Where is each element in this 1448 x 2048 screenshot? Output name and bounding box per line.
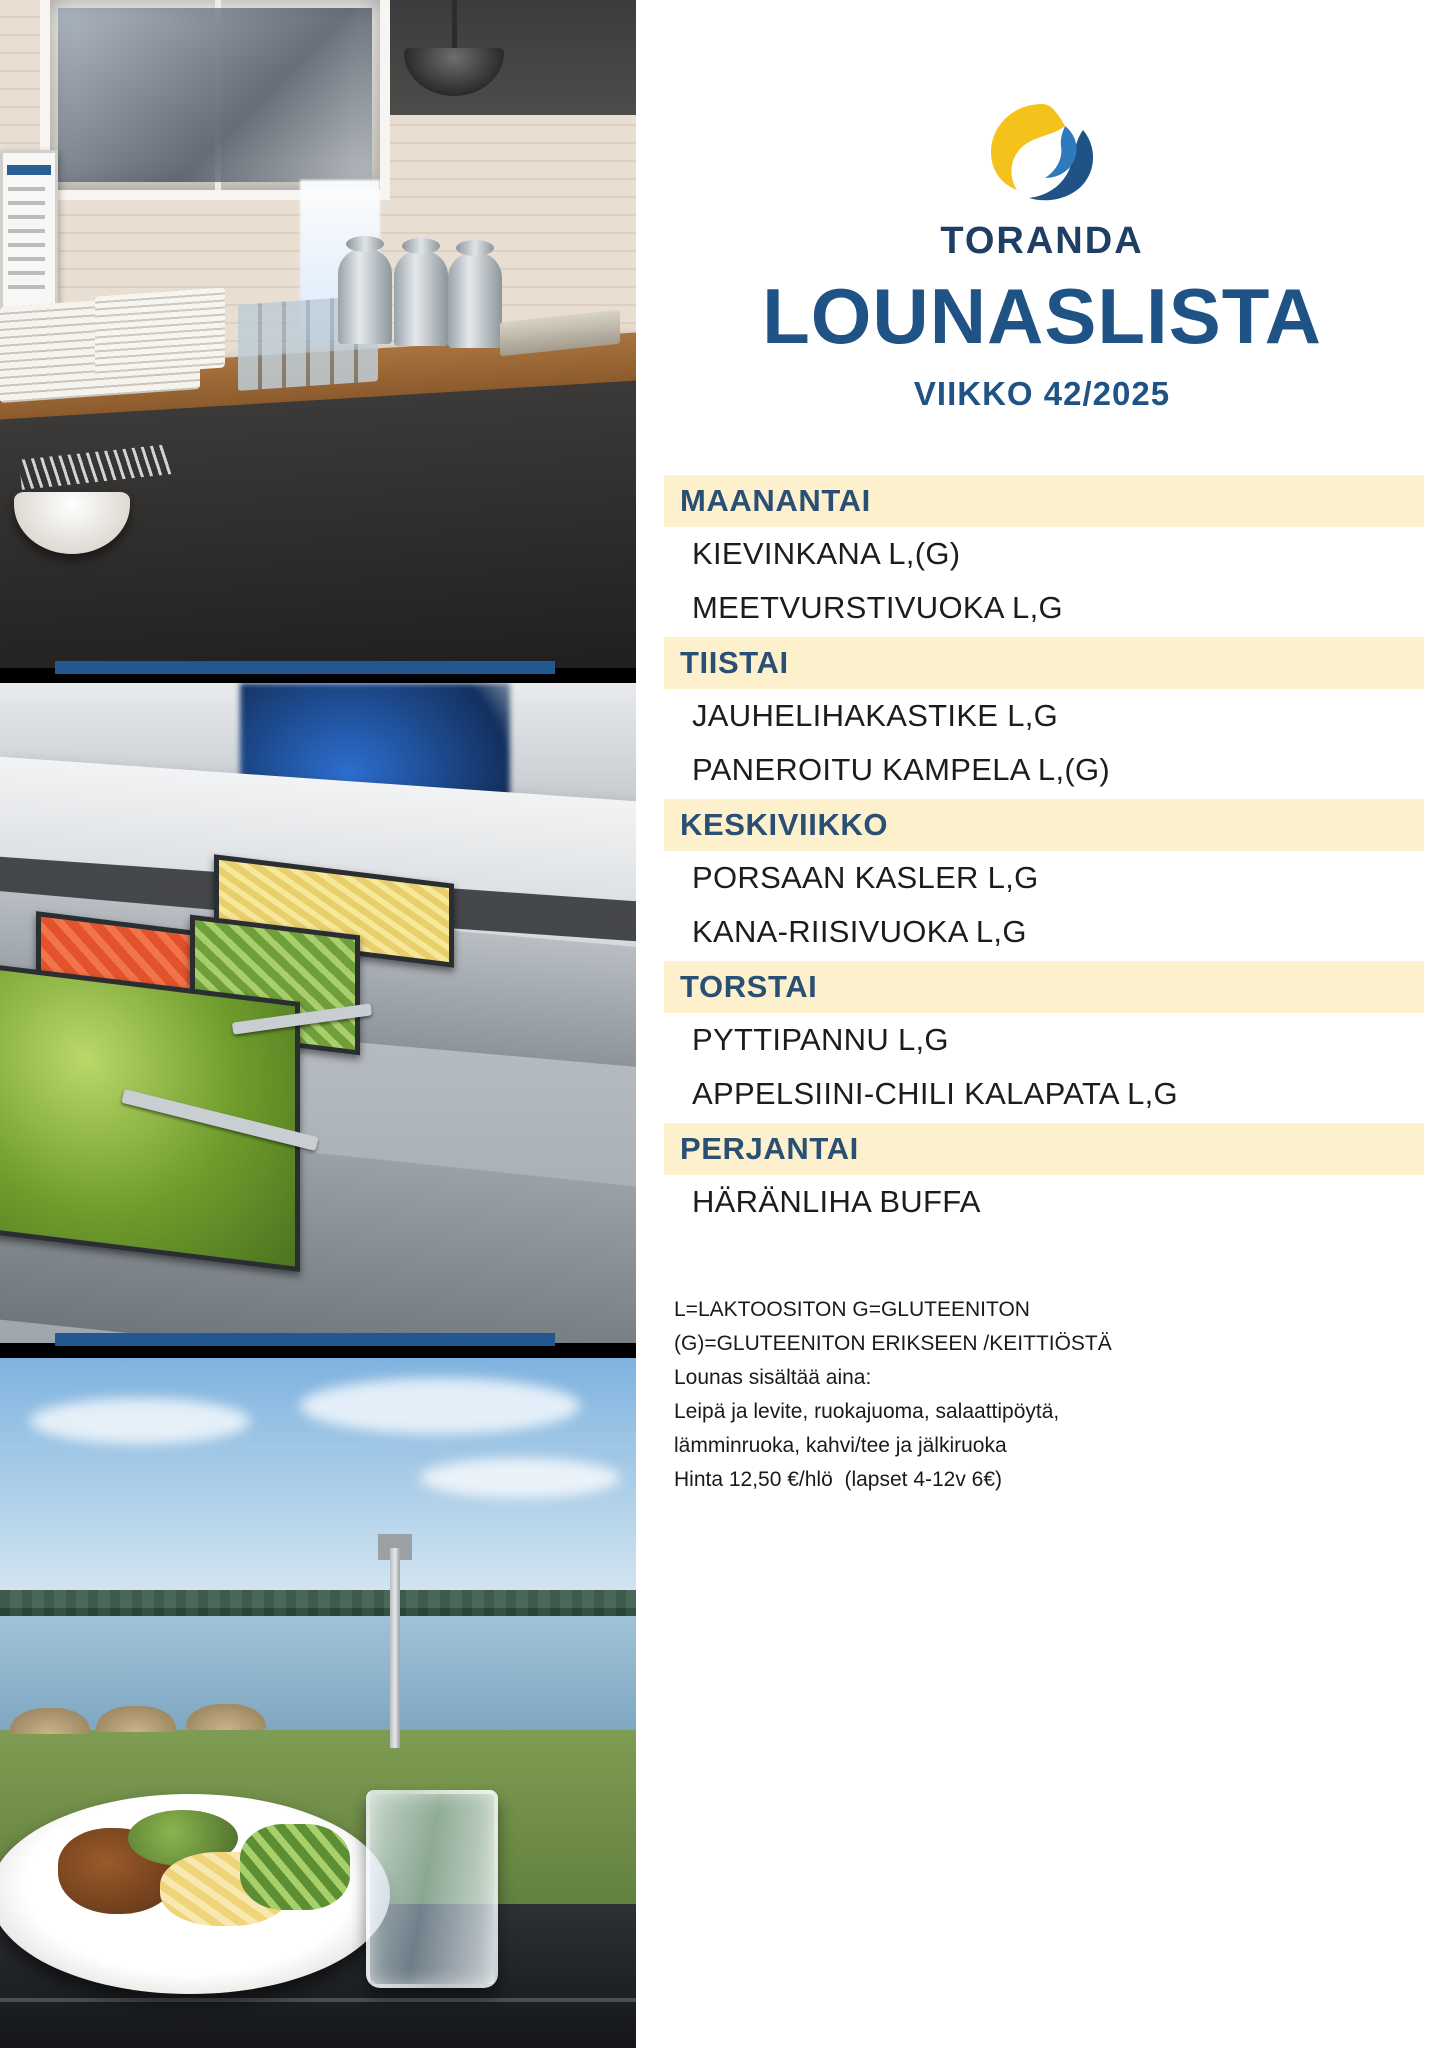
day-name: MAANANTAI: [664, 475, 1424, 527]
dish-item: PYTTIPANNU L,G: [692, 1021, 949, 1057]
menu-day-thursday: [664, 961, 1424, 1121]
glass-cabinet: [40, 0, 390, 200]
lake: [0, 1616, 636, 1736]
dish-item: HÄRÄNLIHA BUFFA: [692, 1183, 981, 1219]
note-line: L=LAKTOOSITON G=GLUTEENITON: [674, 1297, 1030, 1321]
day-name: KESKIVIIKKO: [664, 799, 1424, 851]
food-cucumber: [240, 1824, 350, 1910]
photo-lakeside-plate: [0, 1358, 636, 2048]
toranda-logo-icon: [979, 100, 1105, 212]
brand-name: TORANDA: [940, 220, 1144, 262]
photo-buffet-counter: [0, 0, 636, 668]
menu-notes: [674, 1293, 1448, 1497]
sign-line: [8, 229, 45, 233]
divider-bar: [55, 661, 555, 674]
food-tray-lettuce: [0, 964, 300, 1272]
note-line: Lounas sisältää aina:: [674, 1365, 872, 1389]
day-name: TIISTAI: [664, 637, 1424, 689]
dish-item: APPELSIINI-CHILI KALAPATA L,G: [692, 1075, 1178, 1111]
sign-line: [8, 187, 45, 191]
menu-day-tuesday: [664, 637, 1424, 797]
dish-item: KANA-RIISIVUOKA L,G: [692, 913, 1027, 949]
coffee-urn: [338, 248, 392, 344]
cloud: [30, 1398, 250, 1444]
menu-day-wednesday: [664, 799, 1424, 959]
dish-item: JAUHELIHAKASTIKE L,G: [692, 697, 1059, 733]
brand-block: [636, 0, 1448, 263]
plate-stack: [95, 287, 225, 376]
photo-salad-bar: [0, 683, 636, 1343]
sign-line: [8, 257, 45, 261]
table-seam: [0, 1998, 636, 2002]
sign-line: [8, 215, 45, 219]
week-subtitle: VIIKKO 42/2025: [913, 374, 1171, 412]
sign-line: [8, 201, 45, 205]
cloud: [420, 1458, 620, 1498]
cabinet-glass: [58, 8, 372, 182]
photo-column: [0, 0, 636, 2048]
menu-list: [664, 475, 1424, 1229]
sign-line: [8, 243, 45, 247]
water-glass: [366, 1790, 498, 1988]
day-name: TORSTAI: [664, 961, 1424, 1013]
flag-mast: [390, 1548, 400, 1748]
coffee-urn: [448, 252, 502, 348]
menu-day-friday: [664, 1123, 1424, 1229]
dish-item: PORSAAN KASLER L,G: [692, 859, 1039, 895]
menu-content-column: [636, 0, 1448, 2048]
lamp-rod: [452, 0, 457, 52]
note-line: (G)=GLUTEENITON ERIKSEEN /KEITTIÖSTÄ: [674, 1331, 1112, 1355]
sign-line: [8, 271, 45, 275]
day-name: PERJANTAI: [664, 1123, 1424, 1175]
dish-item: KIEVINKANA L,(G): [692, 535, 961, 571]
coffee-urn: [394, 250, 448, 346]
cloud: [300, 1378, 580, 1434]
sign-header: [7, 165, 51, 175]
note-line: Leipä ja levite, ruokajuoma, salaattipöytä,: [674, 1399, 1060, 1423]
divider-bar: [55, 1333, 555, 1346]
page-title: LOUNASLISTA: [762, 272, 1322, 360]
note-line: Hinta 12,50 €/hlö (lapset 4-12v 6€): [674, 1467, 1003, 1491]
menu-day-monday: [664, 475, 1424, 635]
dish-item: MEETVURSTIVUOKA L,G: [692, 589, 1063, 625]
sign-line: [8, 285, 45, 289]
note-line: lämminruoka, kahvi/tee ja jälkiruoka: [674, 1433, 1007, 1457]
dish-item: PANEROITU KAMPELA L,(G): [692, 751, 1111, 787]
